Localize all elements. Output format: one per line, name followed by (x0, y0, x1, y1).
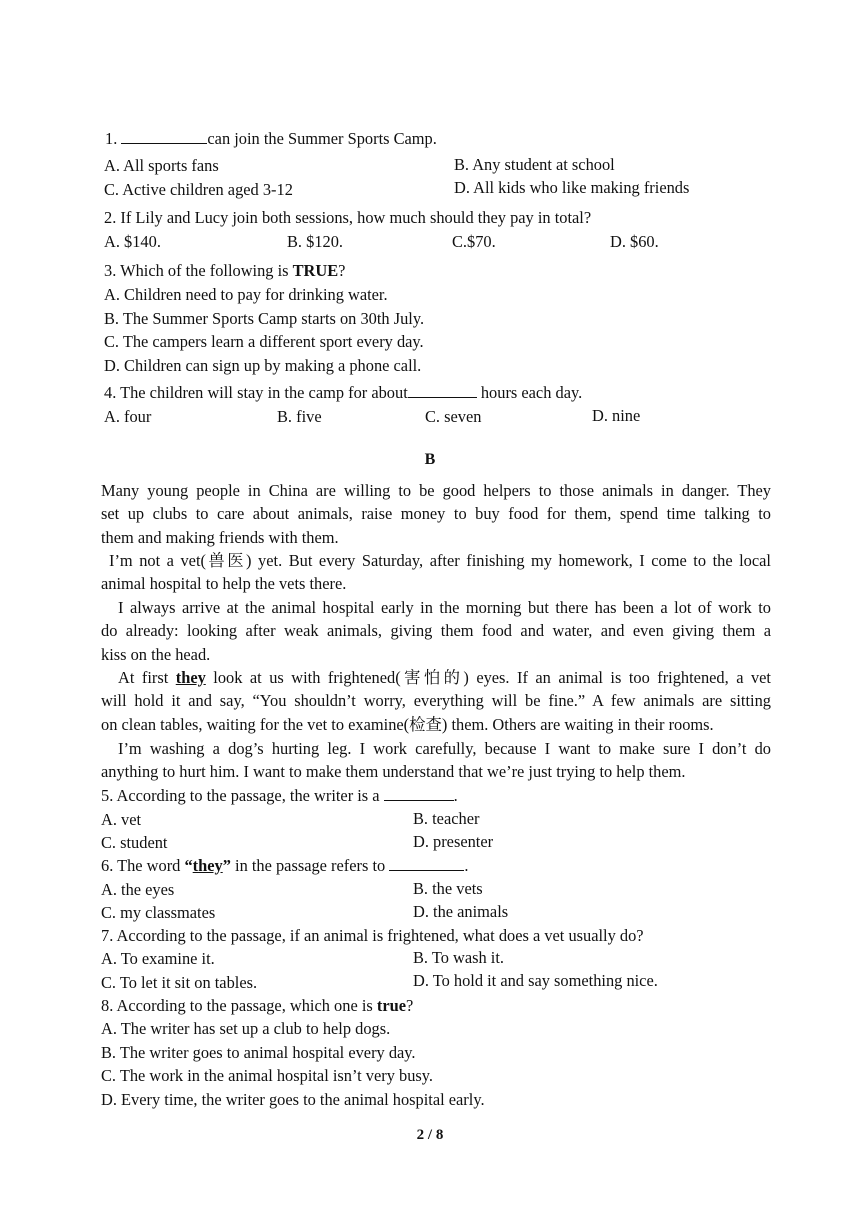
passage-paragraph-1: Many young people in China are willing to be good helpers to those animals in danger. They set up clubs to care about animals, raise money to buy food for them, spend time talking to them and making friends with them. (101, 481, 771, 547)
q5-option-b: B. teacher (413, 809, 480, 828)
q3-option-b: B. The Summer Sports Camp starts on 30th July. (104, 309, 425, 328)
q1-option-b: B. Any student at school (454, 155, 615, 174)
q6-option-b: B. the vets (413, 879, 483, 898)
q8-option-a: A. The writer has set up a club to help dogs. (101, 1019, 391, 1038)
passage-paragraph-5: I’m washing a dog’s hurting leg. I work carefully, because I want to make sure I don’t do anything to hurt him. I want to make them understand that we’re just trying to help them. (101, 739, 771, 782)
question-3: 3. Which of the following is TRUE? (104, 261, 346, 280)
question-8: 8. According to the passage, which one is true? (101, 996, 414, 1015)
answer-blank (384, 786, 454, 801)
answer-blank (389, 856, 464, 871)
q6-option-d: D. the animals (413, 902, 509, 921)
q3-option-c: C. The campers learn a different sport every day. (104, 332, 424, 351)
question-1 (105, 128, 437, 150)
q7-option-b: B. To wash it. (413, 948, 504, 967)
q7-option-d: D. To hold it and say something nice. (413, 971, 658, 990)
q8-option-c: C. The work in the animal hospital isn’t very busy. (101, 1066, 434, 1085)
passage-paragraph-3: I always arrive at the animal hospital early in the morning but there has been a lot of work to do already: looking after weak animals, giving them food and water, and even giving them a kiss on the head. (101, 598, 771, 664)
underlined-word: they (192, 856, 223, 875)
q5-option-d: D. presenter (413, 832, 494, 851)
question-4: 4. The children will stay in the camp for about hours each day. (104, 383, 583, 402)
underlined-word: they (175, 668, 206, 687)
q1-option-a: A. All sports fans (104, 156, 219, 175)
q8-option-b: B. The writer goes to animal hospital every day. (101, 1043, 416, 1062)
question-2: 2. If Lily and Lucy join both sessions, how much should they pay in total? (104, 208, 592, 227)
question-text: can join the Summer Sports Camp. (207, 129, 437, 148)
q2-option-b: B. $120. (287, 232, 344, 251)
q4-option-c: C. seven (425, 407, 482, 426)
q5-option-c: C. student (101, 833, 168, 852)
q2-option-d: D. $60. (610, 232, 659, 251)
q7-option-a: A. To examine it. (101, 949, 215, 968)
q4-option-d: D. nine (592, 406, 641, 425)
question-5: 5. According to the passage, the writer is a . (101, 786, 458, 805)
q6-option-a: A. the eyes (101, 880, 175, 899)
emphasis: TRUE (292, 261, 339, 280)
q5-option-a: A. vet (101, 810, 142, 829)
q4-option-a: A. four (104, 407, 152, 426)
q1-option-d: D. All kids who like making friends (454, 178, 690, 197)
q2-option-a: A. $140. (104, 232, 161, 251)
answer-blank (121, 129, 207, 144)
q2-option-c: C.$70. (452, 232, 496, 251)
question-number: 1. (105, 129, 118, 148)
q3-option-d: D. Children can sign up by making a phone call. (104, 356, 422, 375)
passage-paragraph-4: At first they look at us with frightened(害怕的) eyes. If an animal is too frightened, a vet will hold it and say, “You shouldn’t worry, everything will be fine.” A few animals are sitting on clean tables, waiting for the vet to examine(检查) them. Others are waiting in their rooms. (101, 668, 771, 734)
answer-blank (408, 383, 477, 398)
section-title: B (424, 451, 436, 468)
q6-option-c: C. my classmates (101, 903, 216, 922)
q7-option-c: C. To let it sit on tables. (101, 973, 258, 992)
q4-option-b: B. five (277, 407, 322, 426)
q3-option-a: A. Children need to pay for drinking water. (104, 285, 388, 304)
question-6: 6. The word “they” in the passage refers to . (101, 856, 469, 875)
question-7: 7. According to the passage, if an animal is frightened, what does a vet usually do? (101, 926, 644, 945)
q8-option-d: D. Every time, the writer goes to the animal hospital early. (101, 1090, 485, 1109)
q1-option-c: C. Active children aged 3-12 (104, 180, 293, 199)
emphasis: true (376, 996, 406, 1015)
passage-paragraph-2: I’m not a vet(兽医) yet. But every Saturday, after finishing my homework, I come to the local animal hospital to help the vets there. (101, 551, 771, 594)
page-number: 2 / 8 (416, 1127, 444, 1143)
